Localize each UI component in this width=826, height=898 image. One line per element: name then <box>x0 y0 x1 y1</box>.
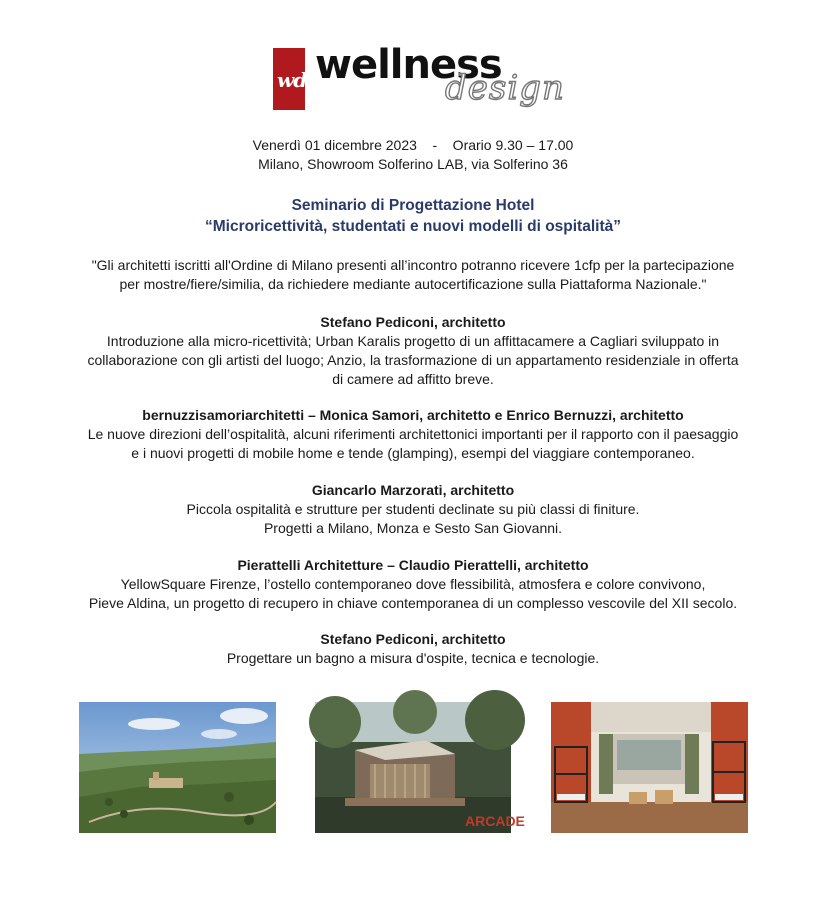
speaker-section <box>0 481 826 538</box>
event-date-time: Venerdì 01 dicembre 2023 - Orario 9.30 – 17.00 <box>252 137 574 153</box>
talk-line: di camere ad affitto breve. <box>332 371 494 387</box>
speaker-section <box>0 630 826 668</box>
talk-line: Progetti a Milano, Monza e Sesto San Giovanni. <box>263 520 563 536</box>
speaker-section <box>0 406 826 463</box>
speaker-section <box>0 313 826 389</box>
talk-line: YellowSquare Firenze, l’ostello contemporaneo dove flessibilità, atmosfera e colore convivono, <box>120 576 706 592</box>
glamping-photo <box>315 702 525 833</box>
hostel-room-photo <box>551 702 748 833</box>
talk-line: Pieve Aldina, un progetto di recupero in chiave contemporanea di un complesso vescovile del XII secolo. <box>88 595 738 611</box>
talk-line: collaborazione con gli artisti del luogo; Anzio, la trasformazione di un appartamento residenziale in offerta <box>87 352 739 368</box>
cfp-notice-line2: per mostre/fiere/similia, da richiedere mediante autocertificazione sulla Piattaforma Nazionale." <box>119 276 707 292</box>
logo-word: wellness <box>315 42 502 88</box>
photo-watermark: ARCADE <box>465 813 525 829</box>
speaker-name: Giancarlo Marzorati, architetto <box>311 482 515 498</box>
talk-line: Progettare un bagno a misura d'ospite, tecnica e tecnologie. <box>226 650 600 666</box>
talk-line: Piccola ospitalità e strutture per studenti declinate su più classi di finiture. <box>186 501 640 517</box>
speaker-name: Stefano Pediconi, architetto <box>320 631 506 647</box>
event-info <box>0 136 826 174</box>
talk-line: Le nuove direzioni dell’ospitalità, alcuni riferimenti architettonici importanti per il rapporto con il paesaggio <box>87 426 739 442</box>
seminar-title <box>0 195 826 237</box>
talk-line: Introduzione alla micro-ricettività; Urban Karalis progetto di un affittacamere a Cagliari sviluppato in <box>106 333 720 349</box>
speaker-name: bernuzzisamoriarchitetti – Monica Samori, architetto e Enrico Bernuzzi, architetto <box>142 407 684 423</box>
event-location: Milano, Showroom Solferino LAB, via Solferino 36 <box>258 156 568 172</box>
seminar-title-line2: “Microricettività, studentati e nuovi modelli di ospitalità” <box>205 218 621 235</box>
speaker-name: Stefano Pediconi, architetto <box>320 314 506 330</box>
speaker-section <box>0 556 826 613</box>
seminar-title-line1: Seminario di Progettazione Hotel <box>291 197 535 214</box>
cfp-notice-line1: "Gli architetti iscritti all'Ordine di Milano presenti all’incontro potranno ricevere 1cfp per la partecipazione <box>91 257 735 273</box>
talk-line: e i nuovi progetti di mobile home e tende (glamping), esempi del viaggiare contemporaneo. <box>131 445 695 461</box>
speaker-name: Pierattelli Architetture – Claudio Pierattelli, architetto <box>237 557 589 573</box>
logo-subword: design <box>445 68 565 108</box>
landscape-photo <box>79 702 276 833</box>
cfp-notice <box>0 256 826 294</box>
logo-mark: wd <box>273 48 305 110</box>
wellness-design-logo <box>273 42 565 112</box>
